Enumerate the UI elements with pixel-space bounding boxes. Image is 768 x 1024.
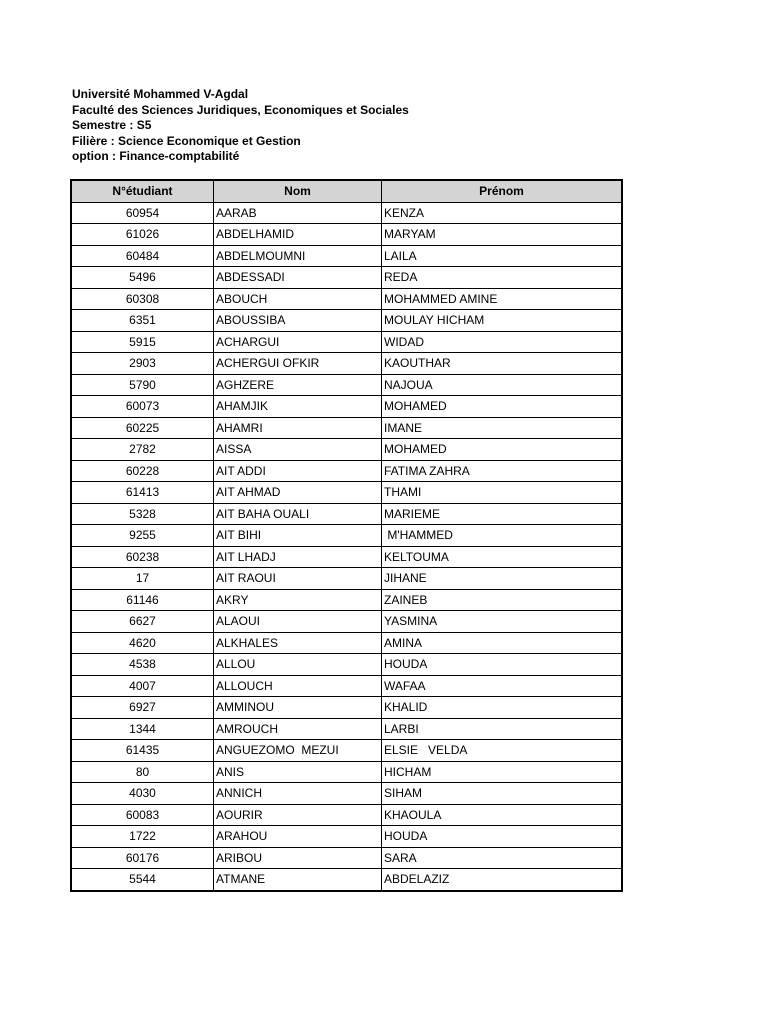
last-name-cell: AIT ADDI <box>214 460 382 482</box>
last-name-cell: ARAHOU <box>214 826 382 848</box>
student-id-cell: 60484 <box>72 245 214 267</box>
student-id-cell: 4030 <box>72 783 214 805</box>
student-id-cell: 4620 <box>72 632 214 654</box>
student-id-cell: 9255 <box>72 525 214 547</box>
first-name-cell: KHALID <box>382 697 622 719</box>
last-name-cell: ALLOU <box>214 654 382 676</box>
student-id-cell: 17 <box>72 568 214 590</box>
student-id-cell: 60176 <box>72 847 214 869</box>
table-row <box>72 783 622 805</box>
first-name-cell: KAOUTHAR <box>382 353 622 375</box>
student-id-cell: 61435 <box>72 740 214 762</box>
table-row <box>72 740 622 762</box>
table-row <box>72 288 622 310</box>
student-id-cell: 60228 <box>72 460 214 482</box>
student-id-cell: 61146 <box>72 589 214 611</box>
table-row <box>72 697 622 719</box>
student-id-cell: 60073 <box>72 396 214 418</box>
student-id-cell: 4007 <box>72 675 214 697</box>
last-name-cell: ALAOUI <box>214 611 382 633</box>
table-row <box>72 589 622 611</box>
student-id-cell: 5915 <box>72 331 214 353</box>
table-body <box>72 202 622 890</box>
first-name-cell: MOHAMED <box>382 439 622 461</box>
last-name-cell: ALLOUCH <box>214 675 382 697</box>
student-id-cell: 2782 <box>72 439 214 461</box>
table-row <box>72 396 622 418</box>
student-id-cell: 61413 <box>72 482 214 504</box>
last-name-cell: AMROUCH <box>214 718 382 740</box>
first-name-cell: LARBI <box>382 718 622 740</box>
table-row <box>72 847 622 869</box>
student-id-cell: 6927 <box>72 697 214 719</box>
column-header-student-id: N°étudiant <box>72 181 214 203</box>
table-row <box>72 718 622 740</box>
last-name-cell: ACHARGUI <box>214 331 382 353</box>
student-id-cell: 5790 <box>72 374 214 396</box>
student-id-cell: 80 <box>72 761 214 783</box>
last-name-cell: AIT LHADJ <box>214 546 382 568</box>
column-header-first-name: Prénom <box>382 181 622 203</box>
table-row <box>72 224 622 246</box>
last-name-cell: ABDESSADI <box>214 267 382 289</box>
table-row <box>72 460 622 482</box>
university-name: Université Mohammed V-Agdal <box>72 87 249 101</box>
student-id-cell: 60225 <box>72 417 214 439</box>
last-name-cell: AGHZERE <box>214 374 382 396</box>
first-name-cell: WAFAA <box>382 675 622 697</box>
first-name-cell: HOUDA <box>382 654 622 676</box>
student-id-cell: 60238 <box>72 546 214 568</box>
last-name-cell: AHAMJIK <box>214 396 382 418</box>
table-row <box>72 267 622 289</box>
program-label: Filière : Science Economique et Gestion <box>72 133 301 148</box>
student-id-cell: 1722 <box>72 826 214 848</box>
first-name-cell: AMINA <box>382 632 622 654</box>
student-id-cell: 61026 <box>72 224 214 246</box>
last-name-cell: AIT RAOUI <box>214 568 382 590</box>
table-row <box>72 826 622 848</box>
last-name-cell: AMMINOU <box>214 697 382 719</box>
student-id-cell: 1344 <box>72 718 214 740</box>
first-name-cell: MOULAY HICHAM <box>382 310 622 332</box>
first-name-cell: MARIEME <box>382 503 622 525</box>
last-name-cell: AIT AHMAD <box>214 482 382 504</box>
last-name-cell: ATMANE <box>214 869 382 891</box>
last-name-cell: AARAB <box>214 202 382 224</box>
table-row <box>72 503 622 525</box>
table-row <box>72 568 622 590</box>
table-row <box>72 654 622 676</box>
last-name-cell: ABOUSSIBA <box>214 310 382 332</box>
table-row <box>72 611 622 633</box>
first-name-cell: ZAINEB <box>382 589 622 611</box>
option-label: option : Finance-comptabilité <box>72 149 240 163</box>
first-name-cell: WIDAD <box>382 331 622 353</box>
table-row <box>72 761 622 783</box>
column-header-last-name: Nom <box>214 181 382 203</box>
student-id-cell: 60954 <box>72 202 214 224</box>
last-name-cell: ABDELMOUMNI <box>214 245 382 267</box>
first-name-cell: REDA <box>382 267 622 289</box>
student-id-cell: 2903 <box>72 353 214 375</box>
table-row <box>72 353 622 375</box>
first-name-cell: ELSIE VELDA <box>382 740 622 762</box>
table-row <box>72 417 622 439</box>
table-row <box>72 632 622 654</box>
last-name-cell: AISSA <box>214 439 382 461</box>
table-row <box>72 675 622 697</box>
table-row <box>72 245 622 267</box>
student-id-cell: 6627 <box>72 611 214 633</box>
last-name-cell: AIT BAHA OUALI <box>214 503 382 525</box>
table-row <box>72 525 622 547</box>
last-name-cell: ANIS <box>214 761 382 783</box>
first-name-cell: M'HAMMED <box>382 525 622 547</box>
last-name-cell: ABOUCH <box>214 288 382 310</box>
last-name-cell: AKRY <box>214 589 382 611</box>
first-name-cell: YASMINA <box>382 611 622 633</box>
first-name-cell: JIHANE <box>382 568 622 590</box>
student-id-cell: 5544 <box>72 869 214 891</box>
table-row <box>72 439 622 461</box>
student-id-cell: 5496 <box>72 267 214 289</box>
first-name-cell: KELTOUMA <box>382 546 622 568</box>
student-id-cell: 6351 <box>72 310 214 332</box>
last-name-cell: ARIBOU <box>214 847 382 869</box>
table-row <box>72 310 622 332</box>
student-id-cell: 4538 <box>72 654 214 676</box>
first-name-cell: MOHAMED <box>382 396 622 418</box>
last-name-cell: ABDELHAMID <box>214 224 382 246</box>
first-name-cell: MOHAMMED AMINE <box>382 288 622 310</box>
table-row <box>72 331 622 353</box>
first-name-cell: SARA <box>382 847 622 869</box>
student-id-cell: 5328 <box>72 503 214 525</box>
first-name-cell: HICHAM <box>382 761 622 783</box>
first-name-cell: SIHAM <box>382 783 622 805</box>
first-name-cell: KENZA <box>382 202 622 224</box>
student-id-cell: 60308 <box>72 288 214 310</box>
first-name-cell: NAJOUA <box>382 374 622 396</box>
last-name-cell: ACHERGUI OFKIR <box>214 353 382 375</box>
first-name-cell: ABDELAZIZ <box>382 869 622 891</box>
last-name-cell: AHAMRI <box>214 417 382 439</box>
first-name-cell: LAILA <box>382 245 622 267</box>
document-header <box>72 87 409 165</box>
semester-label: Semestre : S5 <box>72 118 152 132</box>
last-name-cell: ANNICH <box>214 783 382 805</box>
first-name-cell: IMANE <box>382 417 622 439</box>
last-name-cell: ANGUEZOMO MEZUI <box>214 740 382 762</box>
first-name-cell: HOUDA <box>382 826 622 848</box>
table-row <box>72 804 622 826</box>
student-table <box>71 180 622 891</box>
faculty-name: Faculté des Sciences Juridiques, Economiques et Sociales <box>72 102 409 117</box>
last-name-cell: AOURIR <box>214 804 382 826</box>
first-name-cell: THAMI <box>382 482 622 504</box>
first-name-cell: KHAOULA <box>382 804 622 826</box>
table-row <box>72 546 622 568</box>
table-header-row <box>72 181 622 203</box>
first-name-cell: MARYAM <box>382 224 622 246</box>
last-name-cell: ALKHALES <box>214 632 382 654</box>
table-row <box>72 869 622 891</box>
student-id-cell: 60083 <box>72 804 214 826</box>
table-row <box>72 374 622 396</box>
table-row <box>72 482 622 504</box>
first-name-cell: FATIMA ZAHRA <box>382 460 622 482</box>
table-row <box>72 202 622 224</box>
last-name-cell: AIT BIHI <box>214 525 382 547</box>
